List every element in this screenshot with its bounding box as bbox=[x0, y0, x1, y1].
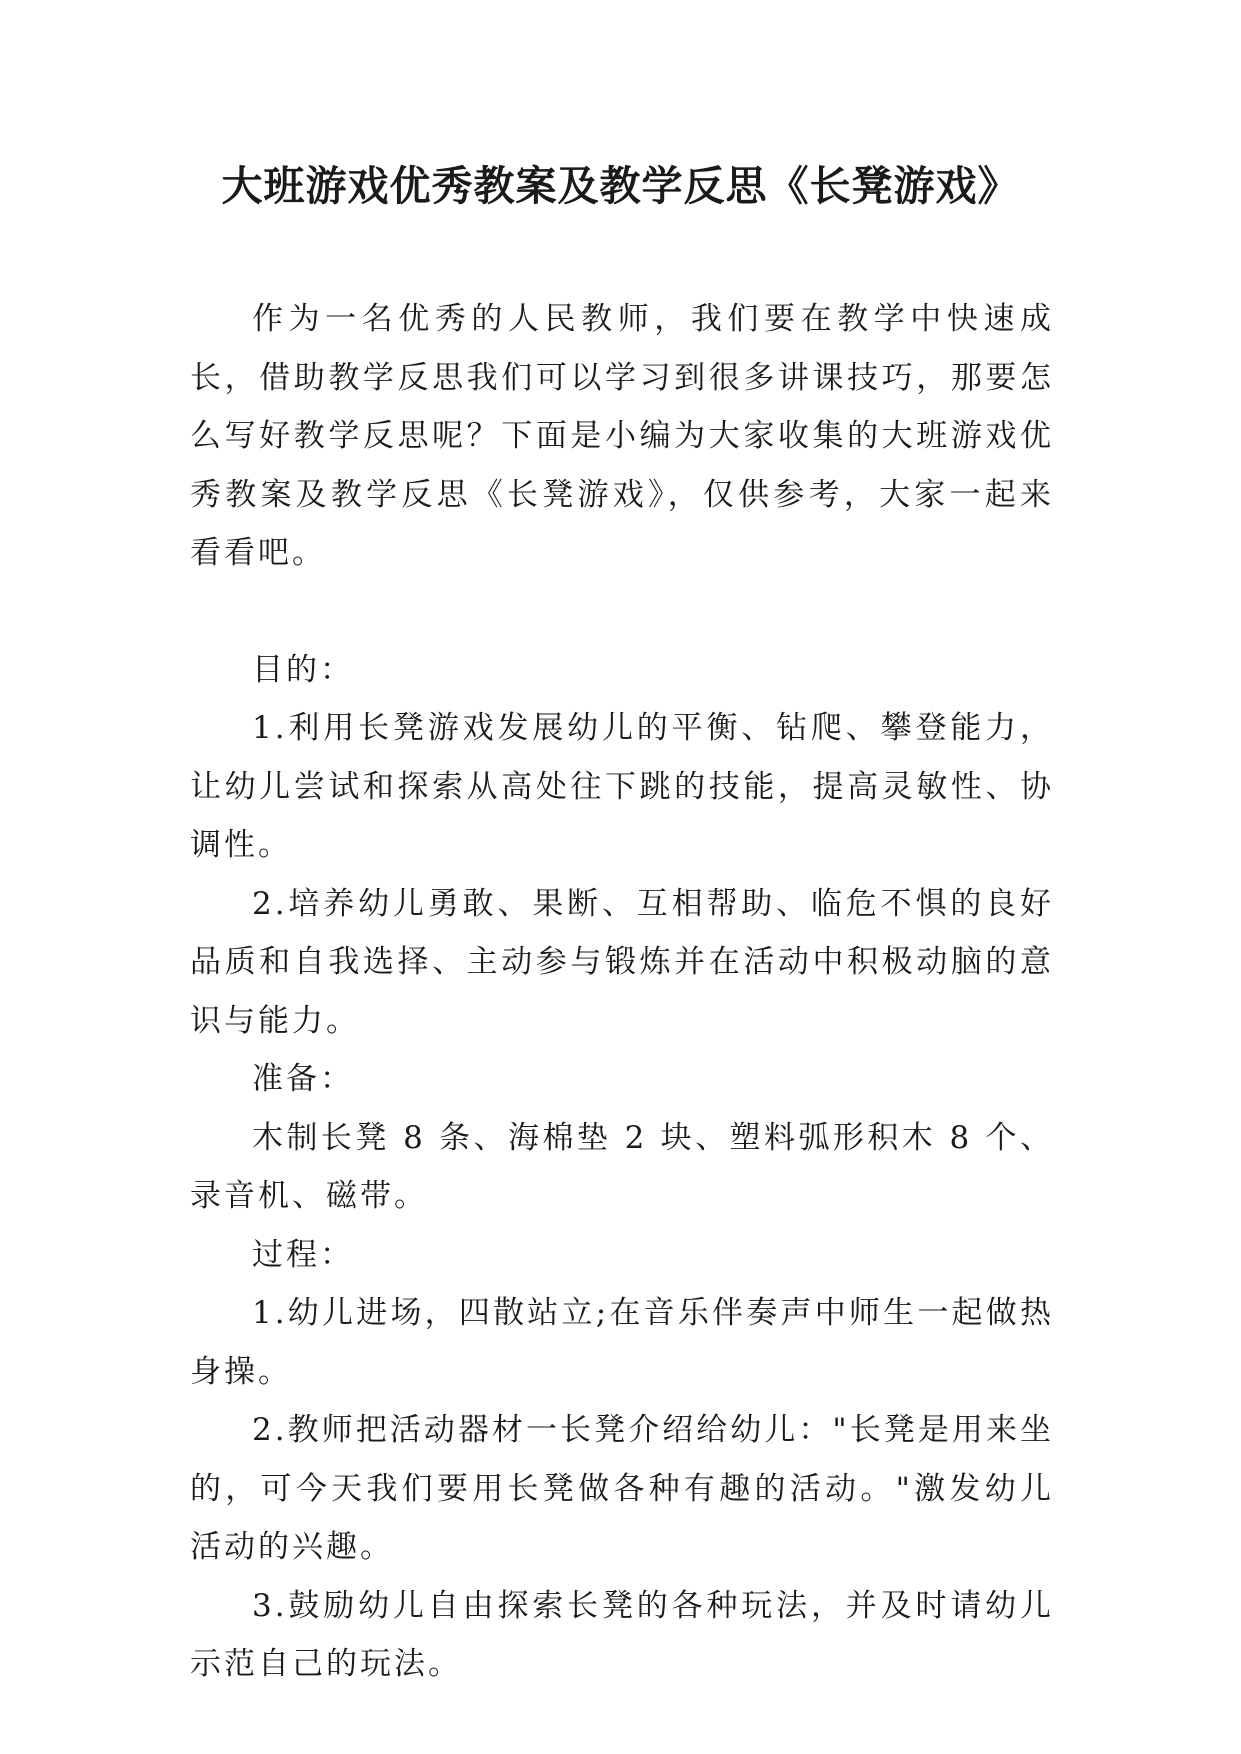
paragraph-spacer bbox=[190, 583, 1054, 641]
process-step-1: 1.幼儿进场，四散站立;在音乐伴奏声中师生一起做热身操。 bbox=[190, 1295, 1054, 1390]
section-heading-preparation: 准备： bbox=[252, 1061, 354, 1097]
process-step-3: 3.鼓励幼儿自由探索长凳的各种玩法，并及时请幼儿示范自己的玩法。 bbox=[190, 1587, 1054, 1682]
section-heading-purpose: 目的： bbox=[252, 651, 354, 688]
document-body bbox=[190, 290, 1054, 1694]
section-heading-process: 过程： bbox=[252, 1236, 354, 1273]
purpose-item-1: 1.利用长凳游戏发展幼儿的平衡、钻爬、攀登能力，让幼儿尝试和探索从高处往下跳的技能，提高灵敏性、协调性。 bbox=[190, 710, 1054, 863]
process-step-2: 2.教师把活动器材一长凳介绍给幼儿："长凳是用来坐的，可今天我们要用长凳做各种有趣的活动。"激发幼儿活动的兴趣。 bbox=[190, 1412, 1054, 1565]
intro-paragraph: 作为一名优秀的人民教师，我们要在教学中快速成长，借助教学反思我们可以学习到很多讲课技巧，那要怎么写好教学反思呢？下面是小编为大家收集的大班游戏优秀教案及教学反思《长凳游戏》，仅供参考，大家一起来看看吧。 bbox=[190, 301, 1054, 571]
document-title: 大班游戏优秀教案及教学反思《长凳游戏》 bbox=[221, 162, 1020, 210]
purpose-item-2: 2.培养幼儿勇敢、果断、互相帮助、临危不惧的良好品质和自我选择、主动参与锻炼并在活动中积极动脑的意识与能力。 bbox=[190, 885, 1054, 1039]
preparation-text: 木制长凳 8 条、海棉垫 2 块、塑料弧形积木 8 个、录音机、磁带。 bbox=[190, 1119, 1054, 1214]
